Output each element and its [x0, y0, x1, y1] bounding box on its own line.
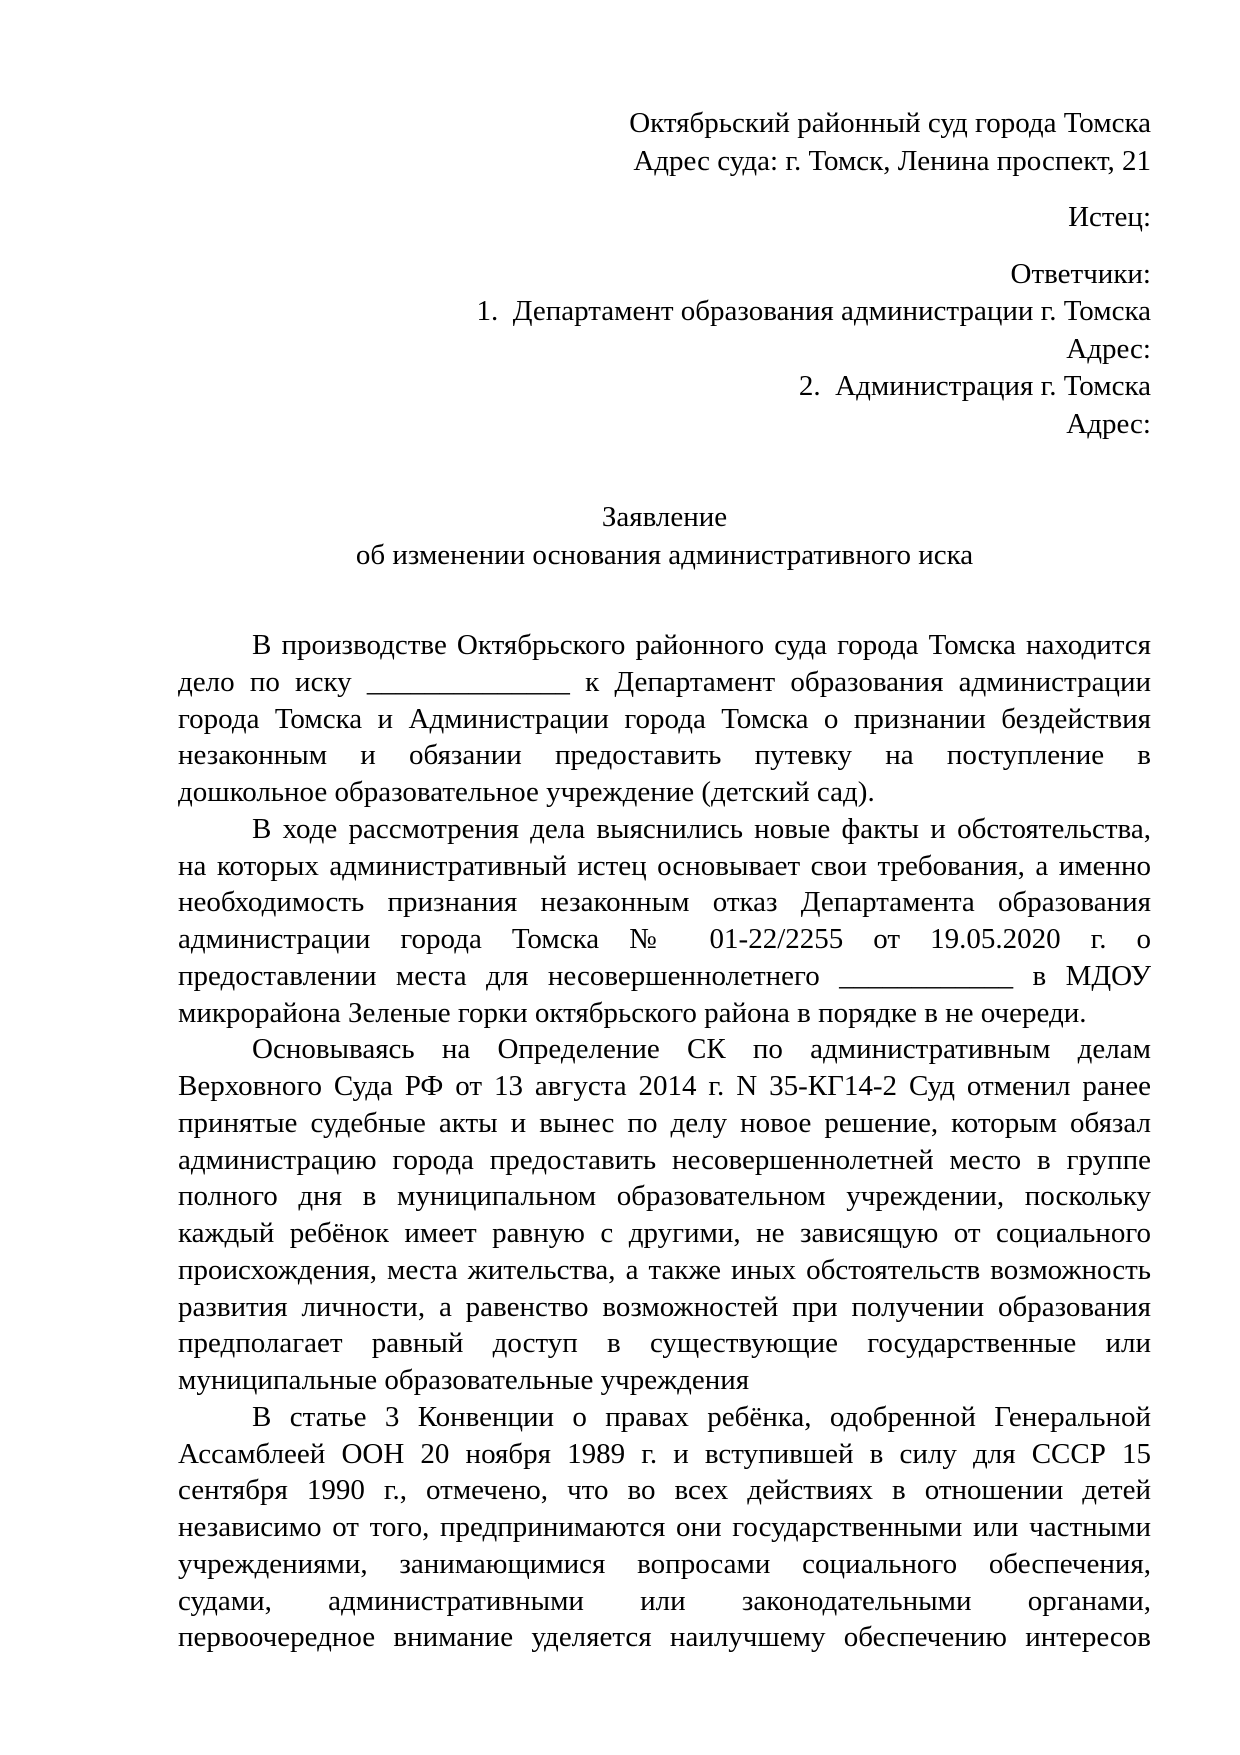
body-paragraph-4-line: первоочередное внимание уделяется наилучшему обеспечению интересов: [178, 1621, 1151, 1654]
body-paragraph-1-line: дошкольное образовательное учреждение (детский сад).: [178, 776, 875, 808]
court-name: Октябрьский районный суд города Томска: [629, 107, 1151, 139]
body-paragraph-4-line: сентября 1990 г., отмечено, что во всех действиях в отношении детей: [178, 1474, 1151, 1507]
defendant-1: 1. Департамент образования администрации г. Томска: [476, 295, 1151, 327]
body-paragraph-4-line: В статье 3 Конвенции о правах ребёнка, одобренной Генеральной: [252, 1400, 1151, 1433]
body-paragraph-1-line: незаконным и обязании предоставить путевку на поступление в: [178, 739, 1151, 772]
body-paragraph-3-line: каждый ребёнок имеет равную с другими, не зависящую от социального: [178, 1217, 1151, 1249]
defendant-2: 2. Администрация г. Томска: [798, 370, 1151, 402]
body-paragraph-2-line: необходимость признания незаконным отказ Департамента образования: [178, 886, 1151, 919]
body-paragraph-3-line: полного дня в муниципальном образовательном учреждении, поскольку: [178, 1180, 1151, 1213]
body-paragraph-3-line: принятые судебные акты и вынес по делу новое решение, которым обязал: [178, 1106, 1151, 1139]
defendant-1-address-label: Адрес:: [1066, 332, 1151, 365]
body-paragraph-3-line: Верховного Суда РФ от 13 августа 2014 г. N 35-КГ14-2 Суд отменил ранее: [178, 1070, 1151, 1102]
document-title-block: [178, 499, 1151, 574]
body-paragraph-1-line: дело по иску ______________ к Департамент образования администрации: [178, 665, 1151, 698]
header-spacer: [178, 237, 1151, 256]
body-paragraph-3-line: администрацию города предоставить несовершеннолетней место в группе: [178, 1143, 1151, 1176]
body-paragraph-3-line: развития личности, а равенство возможностей при получении образования: [178, 1290, 1151, 1323]
body-paragraph-1-line: В производстве Октябрьского районного суда города Томска находится: [252, 629, 1151, 661]
court-address: Адрес суда: г. Томск, Ленина проспект, 21: [633, 144, 1151, 177]
body-paragraph-4-line: судами, административными или законодательными органами,: [178, 1584, 1151, 1617]
document-subtitle: об изменении основания административного иска: [355, 538, 974, 571]
header-spacer: [178, 180, 1151, 199]
court-header-block: [178, 105, 1151, 443]
body-paragraph-3-line: Основываясь на Определение СК по административным делам: [252, 1033, 1151, 1066]
document-title: Заявление: [601, 501, 728, 533]
body-paragraph-2-line: на которых административный истец основывает свои требования, а именно: [178, 849, 1151, 882]
body-paragraph-2-line: В ходе рассмотрения дела выяснились новые факты и обстоятельства,: [252, 812, 1151, 845]
document-body: [178, 627, 1151, 1656]
body-paragraph-3-line: происхождения, места жительства, а также иных обстоятельств возможность: [178, 1253, 1151, 1286]
body-paragraph-3-line: предполагает равный доступ в существующие государственные или: [178, 1327, 1151, 1360]
body-paragraph-3-line: муниципальные образовательные учреждения: [178, 1364, 750, 1396]
body-paragraph-4-line: Ассамблеей ООН 20 ноября 1989 г. и вступившей в силу для СССР 15: [178, 1437, 1151, 1470]
body-paragraph-4-line: независимо от того, предпринимаются они государственными или частными: [178, 1511, 1151, 1543]
body-paragraph-4-line: учреждениями, занимающимися вопросами социального обеспечения,: [178, 1547, 1151, 1580]
body-paragraph-1-line: города Томска и Администрации города Томска о признании бездействия: [178, 702, 1151, 735]
body-paragraph-2-line: предоставлении места для несовершеннолетнего ____________ в МДОУ: [178, 959, 1151, 992]
defendant-2-address-label: Адрес:: [1066, 407, 1151, 440]
body-paragraph-2-line: администрации города Томска № 01-22/2255 от 19.05.2020 г. о: [178, 923, 1151, 955]
body-paragraph-2-line: микрорайона Зеленые горки октябрьского района в порядке в не очереди.: [178, 996, 1087, 1029]
defendants-label: Ответчики:: [1010, 257, 1151, 290]
plaintiff-label: Истец:: [1068, 201, 1151, 233]
